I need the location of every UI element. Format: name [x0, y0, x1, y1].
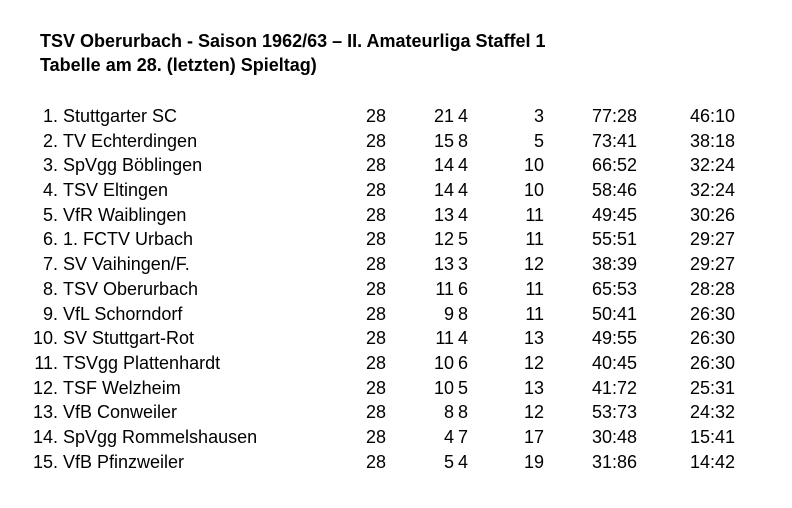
losses-cell: 3: [533, 106, 544, 126]
points-cell: 15:41: [690, 426, 736, 447]
draws-cell: 5: [457, 377, 468, 398]
losses-cell: 12: [523, 402, 544, 423]
games-cell: 28: [366, 303, 387, 324]
losses-cell: 19: [523, 451, 544, 472]
table-row: [0, 376, 792, 401]
losses-cell: 11: [525, 204, 544, 225]
draws-cell: 8: [457, 402, 468, 423]
games-cell: 28: [366, 204, 387, 225]
games-cell: 28: [366, 229, 387, 250]
points-cell: 26:30: [690, 328, 736, 349]
losses-cell: 10: [523, 155, 544, 176]
games-cell: 28: [366, 451, 387, 472]
losses-cell: 11: [525, 303, 544, 324]
rank-cell: 2.: [42, 130, 58, 151]
points-cell: 24:32: [690, 402, 736, 423]
team-name-cell: TSF Welzheim: [63, 377, 181, 398]
draws-cell: 8: [457, 303, 468, 324]
losses-cell: 13: [523, 377, 544, 398]
table-row: [0, 302, 792, 327]
team-name-cell: TV Echterdingen: [63, 130, 198, 151]
wins-cell: 13: [433, 254, 454, 275]
wins-cell: 9: [443, 303, 454, 324]
rank-cell: 1.: [42, 106, 58, 126]
goals-cell: 49:45: [592, 204, 638, 225]
table-row: [0, 425, 792, 450]
goals-cell: 53:73: [592, 402, 638, 423]
points-cell: 29:27: [690, 254, 736, 275]
goals-cell: 50:41: [592, 303, 638, 324]
losses-cell: 5: [533, 130, 544, 151]
points-cell: 25:31: [690, 377, 736, 398]
goals-cell: 40:45: [592, 352, 638, 373]
games-cell: 28: [366, 130, 387, 151]
page-title: TSV Oberurbach - Saison 1962/63 – II. Amateurliga Staffel 1: [40, 31, 546, 51]
wins-cell: 11: [435, 278, 454, 299]
team-name-cell: SV Stuttgart-Rot: [63, 328, 195, 349]
table-row: [0, 450, 792, 475]
draws-cell: 8: [457, 130, 468, 151]
wins-cell: 21: [433, 106, 454, 126]
wins-cell: 8: [443, 402, 454, 423]
draws-cell: 6: [457, 352, 468, 373]
wins-cell: 13: [433, 204, 454, 225]
page-subtitle: Tabelle am 28. (letzten) Spieltag): [40, 55, 317, 75]
goals-cell: 41:72: [592, 377, 638, 398]
games-cell: 28: [366, 180, 387, 201]
rank-cell: 7.: [42, 254, 58, 275]
table-row: [0, 400, 792, 425]
standings-table: [0, 104, 792, 474]
losses-cell: 11: [525, 229, 544, 250]
draws-cell: 7: [457, 426, 468, 447]
points-cell: 32:24: [690, 180, 736, 201]
points-cell: 14:42: [690, 451, 736, 472]
table-row: [0, 277, 792, 302]
draws-cell: 3: [457, 254, 468, 275]
games-cell: 28: [366, 155, 387, 176]
games-cell: 28: [366, 352, 387, 373]
draws-cell: 4: [457, 155, 468, 176]
points-cell: 26:30: [690, 352, 736, 373]
points-cell: 32:24: [690, 155, 736, 176]
team-name-cell: 1. FCTV Urbach: [63, 229, 194, 250]
team-name-cell: TSV Oberurbach: [63, 278, 199, 299]
table-row: [0, 178, 792, 203]
table-row: [0, 153, 792, 178]
losses-cell: 13: [523, 328, 544, 349]
draws-cell: 4: [457, 204, 468, 225]
draws-cell: 5: [457, 229, 468, 250]
games-cell: 28: [366, 328, 387, 349]
losses-cell: 12: [523, 352, 544, 373]
goals-cell: 77:28: [592, 106, 638, 126]
wins-cell: 15: [433, 130, 454, 151]
team-name-cell: SpVgg Böblingen: [63, 155, 203, 176]
rank-cell: 11.: [34, 352, 58, 373]
rank-cell: 5.: [42, 204, 58, 225]
team-name-cell: VfB Conweiler: [63, 402, 178, 423]
table-row: [0, 104, 792, 129]
table-row: [0, 129, 792, 154]
rank-cell: 9.: [42, 303, 58, 324]
rank-cell: 6.: [42, 229, 58, 250]
goals-cell: 55:51: [592, 229, 638, 250]
points-cell: 28:28: [690, 278, 736, 299]
table-row: [0, 227, 792, 252]
team-name-cell: SpVgg Rommelshausen: [63, 426, 258, 447]
rank-cell: 14.: [32, 426, 58, 447]
points-cell: 46:10: [690, 106, 736, 126]
wins-cell: 10: [433, 352, 454, 373]
goals-cell: 66:52: [592, 155, 638, 176]
table-row: [0, 203, 792, 228]
table-row: [0, 351, 792, 376]
goals-cell: 30:48: [592, 426, 638, 447]
wins-cell: 14: [433, 155, 454, 176]
wins-cell: 14: [433, 180, 454, 201]
goals-cell: 31:86: [592, 451, 638, 472]
draws-cell: 4: [457, 451, 468, 472]
games-cell: 28: [366, 377, 387, 398]
points-cell: 29:27: [690, 229, 736, 250]
wins-cell: 4: [443, 426, 454, 447]
rank-cell: 15.: [32, 451, 58, 472]
losses-cell: 17: [523, 426, 544, 447]
losses-cell: 12: [523, 254, 544, 275]
table-row: [0, 326, 792, 351]
team-name-cell: TSV Eltingen: [63, 180, 169, 201]
games-cell: 28: [366, 254, 387, 275]
wins-cell: 11: [435, 328, 454, 349]
losses-cell: 10: [523, 180, 544, 201]
team-name-cell: VfL Schorndorf: [63, 303, 183, 324]
draws-cell: 4: [457, 106, 468, 126]
goals-cell: 73:41: [592, 130, 638, 151]
draws-cell: 4: [457, 328, 468, 349]
team-name-cell: TSVgg Plattenhardt: [63, 352, 221, 373]
rank-cell: 4.: [42, 180, 58, 201]
games-cell: 28: [366, 402, 387, 423]
games-cell: 28: [366, 426, 387, 447]
goals-cell: 58:46: [592, 180, 638, 201]
rank-cell: 8.: [42, 278, 58, 299]
draws-cell: 4: [457, 180, 468, 201]
games-cell: 28: [366, 106, 387, 126]
wins-cell: 12: [433, 229, 454, 250]
goals-cell: 65:53: [592, 278, 638, 299]
rank-cell: 13.: [32, 402, 58, 423]
table-row: [0, 252, 792, 277]
goals-cell: 38:39: [592, 254, 638, 275]
wins-cell: 5: [443, 451, 454, 472]
team-name-cell: SV Vaihingen/F.: [63, 254, 190, 275]
rank-cell: 10.: [32, 328, 58, 349]
rank-cell: 12.: [32, 377, 58, 398]
losses-cell: 11: [525, 278, 544, 299]
points-cell: 26:30: [690, 303, 736, 324]
rank-cell: 3.: [42, 155, 58, 176]
wins-cell: 10: [433, 377, 454, 398]
draws-cell: 6: [457, 278, 468, 299]
team-name-cell: VfB Pfinzweiler: [63, 451, 185, 472]
goals-cell: 49:55: [592, 328, 638, 349]
points-cell: 38:18: [690, 130, 736, 151]
games-cell: 28: [366, 278, 387, 299]
team-name-cell: VfR Waiblingen: [63, 204, 187, 225]
points-cell: 30:26: [690, 204, 736, 225]
team-name-cell: Stuttgarter SC: [63, 106, 178, 126]
